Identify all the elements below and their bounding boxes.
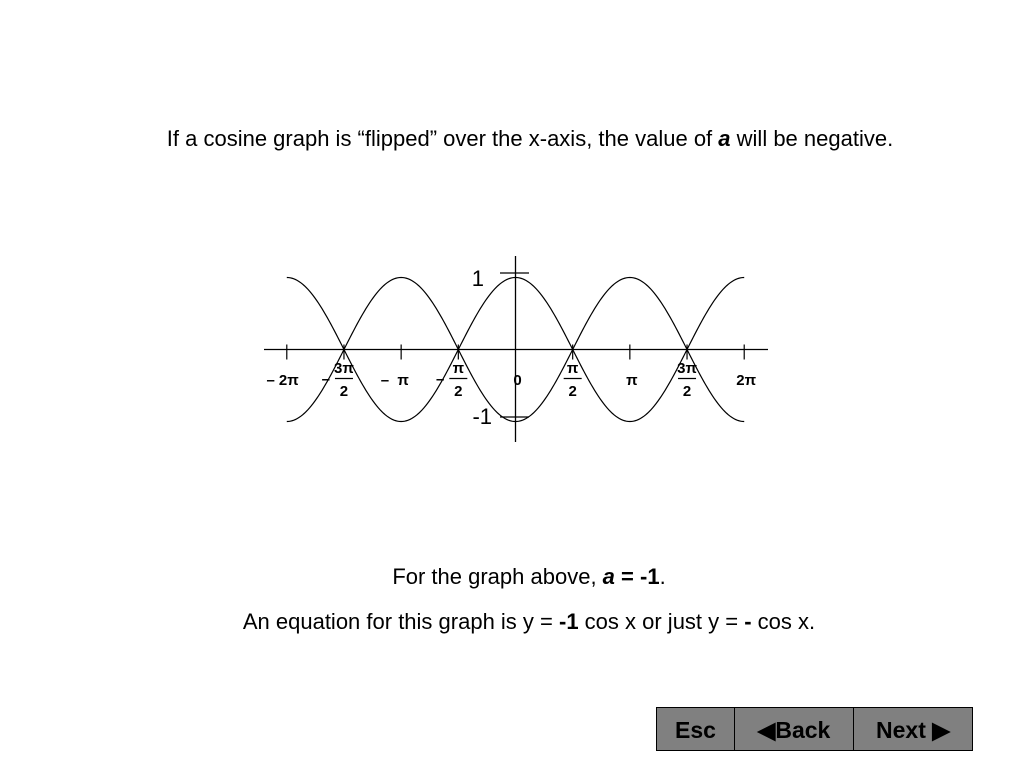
y-label-neg1: -1 (472, 404, 492, 429)
x-tick-label-3 (436, 360, 467, 400)
caption2-bold-1: -1 (559, 609, 579, 634)
x-tick-labels (266, 360, 756, 400)
x-tick-label-minus: – (435, 371, 445, 388)
caption1-variable-a: a (602, 564, 615, 589)
x-tick-label-0 (266, 372, 299, 389)
caption2-text-3: cos x. (751, 609, 816, 634)
intro-text-before: If a cosine graph is “flipped” over the x-axis, the value of (166, 126, 719, 151)
intro-variable-a: a (718, 126, 731, 151)
esc-button[interactable]: Esc (675, 717, 716, 743)
x-tick-label-denominator: 2 (454, 383, 463, 400)
y-label-1: 1 (471, 266, 484, 291)
x-tick-label-denominator: 2 (682, 383, 692, 400)
x-tick-label-minus: – (380, 372, 390, 389)
caption1-equals: = -1 (614, 564, 660, 589)
x-tick-label-denominator: 2 (339, 383, 349, 400)
navigation-bar (656, 707, 973, 751)
next-button[interactable]: Next ▶ (853, 708, 972, 750)
caption-equation (0, 609, 1024, 635)
x-tick-label-6 (626, 372, 638, 389)
caption2-text-1: An equation for this graph is y = (242, 609, 559, 634)
x-tick-label-numerator: 0 (513, 372, 522, 389)
x-tick-label-numerator: 3π (334, 360, 354, 377)
x-tick-label-5 (564, 360, 582, 400)
x-tick-label-numerator: π (626, 372, 638, 389)
x-tick-label-4 (513, 372, 521, 389)
caption2-bold-2: - (744, 609, 752, 634)
x-tick-label-1 (322, 360, 355, 400)
caption-value-of-a (0, 564, 1024, 590)
x-tick-label-numerator: 2π (278, 372, 299, 389)
x-tick-label-2 (381, 372, 410, 389)
x-tick-label-denominator: 2 (568, 383, 577, 400)
x-tick-label-numerator: 2π (736, 372, 757, 389)
x-tick-label-7 (677, 360, 697, 400)
caption1-before: For the graph above, (392, 564, 603, 589)
x-tick-label-8 (736, 372, 756, 389)
caption1-after: . (659, 564, 666, 589)
back-button[interactable]: ◀Back (734, 708, 853, 750)
x-tick-label-numerator: 3π (677, 360, 697, 377)
intro-text-after: will be negative. (730, 126, 894, 151)
x-tick-label-minus: – (321, 371, 330, 388)
x-tick-label-minus: – (266, 372, 275, 389)
x-tick-label-numerator: π (452, 360, 465, 377)
x-tick-label-numerator: π (397, 372, 409, 389)
x-tick-label-numerator: π (566, 360, 579, 377)
caption2-text-2: cos x or just y = (578, 609, 745, 634)
